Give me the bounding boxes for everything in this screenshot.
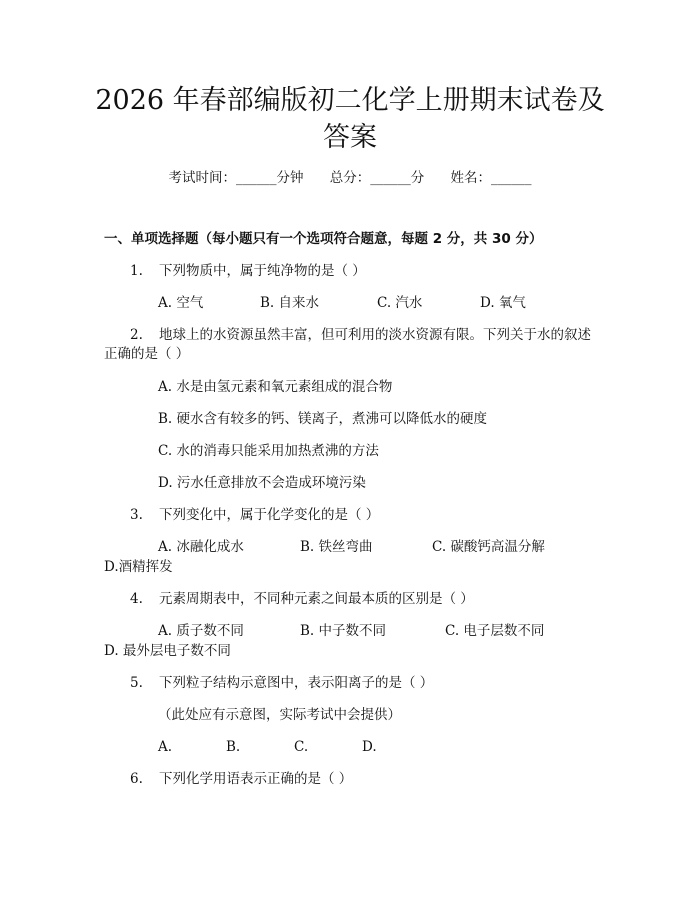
option-a: A. 空气 — [158, 295, 204, 311]
option-d: D. 氧气 — [480, 295, 526, 311]
question-number: 3. — [130, 507, 143, 523]
question-2-continuation: 正确的是（ ） — [104, 346, 190, 362]
option-d: D. 污水任意排放不会造成环境污染 — [158, 475, 366, 491]
option-c: C. 水的消毒只能采用加热煮沸的方法 — [158, 443, 379, 459]
option-a: A. 水是由氢元素和氧元素组成的混合物 — [158, 379, 393, 395]
exam-time-field: 考试时间：______分钟 — [168, 170, 304, 186]
total-score-field: 总分：______分 — [329, 170, 425, 186]
question-5-options — [0, 737, 700, 757]
option-d: D. 最外层电子数不同 — [104, 643, 231, 659]
option-c: C. 汽水 — [377, 295, 423, 311]
question-3-options — [0, 537, 700, 557]
option-a: A. 质子数不同 — [158, 623, 244, 639]
option-b: B. 铁丝弯曲 — [300, 539, 373, 555]
diagram-note: （此处应有示意图，实际考试中会提供） — [158, 707, 401, 723]
student-name-field: 姓名：______ — [450, 170, 532, 186]
option-c: C. 电子层数不同 — [445, 623, 545, 639]
option-c: C. 碳酸钙高温分解 — [432, 539, 545, 555]
question-5 — [130, 673, 433, 693]
question-text: 地球上的水资源虽然丰富，但可利用的淡水资源有限。下列关于水的叙述 — [159, 327, 591, 343]
exam-info-line — [0, 168, 700, 188]
question-6 — [130, 769, 352, 789]
question-4-options — [0, 621, 700, 641]
exam-title: 2026 年春部编版初二化学上册期末试卷及答案 — [95, 85, 605, 153]
question-text: 下列物质中，属于纯净物的是（ ） — [159, 263, 366, 279]
question-4 — [130, 589, 474, 609]
option-b: B. 中子数不同 — [300, 623, 387, 639]
question-number: 1. — [130, 263, 143, 279]
option-d: D. — [362, 739, 377, 755]
question-number: 4. — [130, 591, 143, 607]
option-a: A. — [158, 739, 173, 755]
question-3 — [130, 505, 379, 525]
question-text: 下列化学用语表示正确的是（ ） — [159, 771, 353, 787]
question-1 — [130, 261, 366, 281]
question-text: 元素周期表中，不同种元素之间最本质的区别是（ ） — [159, 591, 474, 607]
option-b: B. 自来水 — [260, 295, 320, 311]
option-d: D.酒精挥发 — [104, 559, 173, 575]
option-b: B. 硬水含有较多的钙、镁离子，煮沸可以降低水的硬度 — [158, 411, 488, 427]
question-number: 6. — [130, 771, 143, 787]
question-text: 下列粒子结构示意图中，表示阳离子的是（ ） — [159, 675, 434, 691]
question-2 — [130, 325, 591, 345]
question-1-options — [0, 293, 700, 313]
option-b: B. — [226, 739, 241, 755]
question-text: 下列变化中，属于化学变化的是（ ） — [159, 507, 380, 523]
option-a: A. 冰融化成水 — [158, 539, 244, 555]
question-number: 5. — [130, 675, 143, 691]
option-c: C. — [294, 739, 309, 755]
question-number: 2. — [130, 327, 143, 343]
section-heading: 一、单项选择题（每小题只有一个选项符合题意，每题 2 分，共 30 分） — [104, 231, 543, 247]
